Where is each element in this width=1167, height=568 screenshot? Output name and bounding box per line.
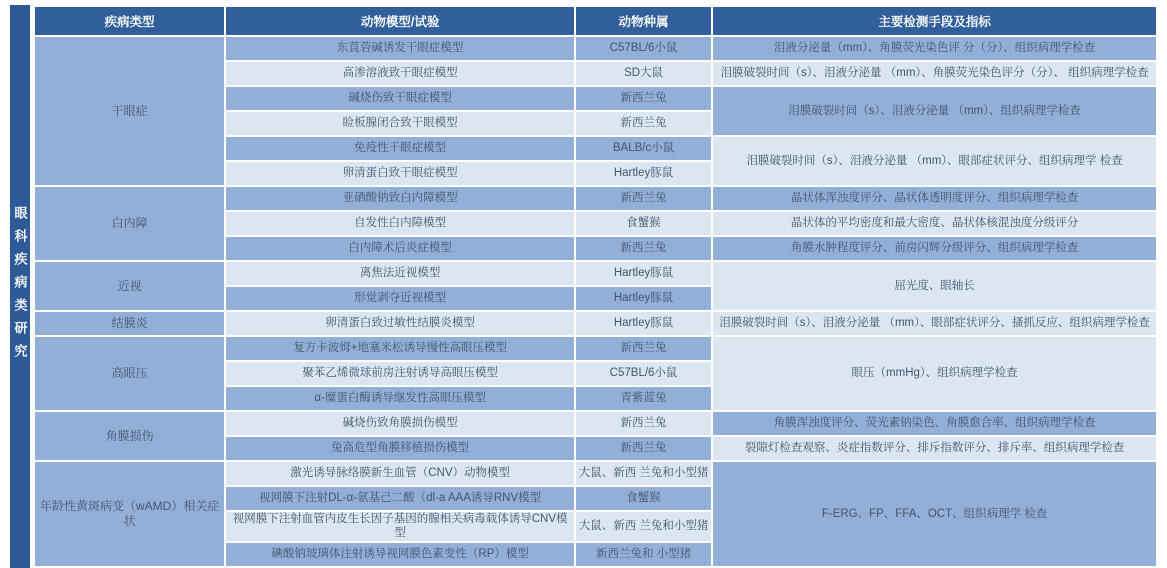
disease-type-cell: 干眼症 xyxy=(35,37,224,185)
detection-methods-cell: 泪膜破裂时间（s）、泪液分泌量 （mm）、组织病理学检查 xyxy=(713,87,1156,135)
detection-methods-cell: 泪膜破裂时间（s）、泪液分泌量 （mm）、眼部症状评分、搔抓反应、组织病理学检查 xyxy=(713,312,1156,335)
animal-species-cell: 新西兰兔 xyxy=(576,337,711,360)
animal-model-cell: 自发性白内障模型 xyxy=(226,212,574,235)
detection-methods-cell: 泪膜破裂时间（s）、泪液分泌量 （mm）、眼部症状评分、组织病理学 检查 xyxy=(713,137,1156,185)
detection-methods-cell: 裂隙灯检查观察、炎症指数评分、排斥指数评分、排斥率、组织病理学检查 xyxy=(713,437,1156,460)
animal-species-cell: C57BL/6小鼠 xyxy=(576,362,711,385)
animal-model-cell: 卵清蛋白致过敏性结膜炎模型 xyxy=(226,312,574,335)
disease-type-cell: 白内障 xyxy=(35,187,224,260)
animal-model-cell: 激光诱导脉络膜新生血管（CNV）动物模型 xyxy=(226,462,574,485)
column-header-1: 疾病类型 xyxy=(35,7,224,35)
animal-species-cell: 青紫蓝兔 xyxy=(576,387,711,410)
table-row xyxy=(35,462,1156,485)
animal-species-cell: 新西兰兔 xyxy=(576,437,711,460)
disease-type-cell: 近视 xyxy=(35,262,224,310)
column-header-2: 动物模型/试验 xyxy=(226,7,574,35)
ophthalmic-research-table xyxy=(33,5,1158,568)
animal-model-cell: 睑板腺闭合致干眼模型 xyxy=(226,112,574,135)
disease-type-cell: 结膜炎 xyxy=(35,312,224,335)
detection-methods-cell: 泪液分泌量（mm）、角膜荧光染色评 分（分）、组织病理学检查 xyxy=(713,37,1156,60)
animal-species-cell: 新西兰兔 xyxy=(576,237,711,260)
detection-methods-cell: 晶状体浑浊度评分、晶状体透明度评分、组织病理学检查 xyxy=(713,187,1156,210)
disease-type-cell: 年龄性黄斑病变（wAMD）相关症状 xyxy=(35,462,224,566)
animal-model-cell: 视网膜下注射DL-α-氨基己二酸（dl-a AAA诱导RNV模型 xyxy=(226,487,574,510)
table-row xyxy=(35,37,1156,60)
animal-species-cell: 大鼠、新西 兰兔和小型猪 xyxy=(576,512,711,541)
animal-species-cell: 新西兰兔和 小型猪 xyxy=(576,543,711,566)
animal-species-cell: 大鼠、新西 兰兔和小型猪 xyxy=(576,462,711,485)
detection-methods-cell: 角膜水肿程度评分、前房闪辉分级评分、组织病理学检查 xyxy=(713,237,1156,260)
table-row xyxy=(35,312,1156,335)
animal-model-cell: 形觉剥夺近视模型 xyxy=(226,287,574,310)
animal-species-cell: 新西兰兔 xyxy=(576,412,711,435)
category-sidebar xyxy=(10,5,30,568)
detection-methods-cell: 泪膜破裂时间（s）、泪液分泌量 （mm）、角膜荧光染色评分（分）、 组织病理学检查 xyxy=(713,62,1156,85)
disease-type-cell: 高眼压 xyxy=(35,337,224,410)
animal-species-cell: BALB/c小鼠 xyxy=(576,137,711,160)
column-header-4: 主要检测手段及指标 xyxy=(713,7,1156,35)
table-header xyxy=(35,7,1156,35)
detection-methods-cell: F-ERG、FP、FFA、OCT、组织病理学 检查 xyxy=(713,462,1156,566)
animal-species-cell: 新西兰兔 xyxy=(576,112,711,135)
animal-species-cell: Hartley豚鼠 xyxy=(576,162,711,185)
animal-species-cell: Hartley豚鼠 xyxy=(576,287,711,310)
table-row xyxy=(35,337,1156,360)
animal-model-cell: 兔高危型角膜移植损伤模型 xyxy=(226,437,574,460)
animal-species-cell: Hartley豚鼠 xyxy=(576,262,711,285)
detection-methods-cell: 屈光度、眼轴长 xyxy=(713,262,1156,310)
animal-model-cell: 视网膜下注射血管内皮生长因子基因的腺相关病毒载体诱导CNV模型 xyxy=(226,512,574,541)
animal-species-cell: 食蟹猴 xyxy=(576,212,711,235)
animal-model-cell: 离焦法近视模型 xyxy=(226,262,574,285)
animal-model-cell: 聚苯乙烯微球前房注射诱导高眼压模型 xyxy=(226,362,574,385)
animal-model-cell: 高渗溶液致干眼症模型 xyxy=(226,62,574,85)
category-sidebar-label: 眼科疾病类研究 xyxy=(12,205,28,367)
animal-model-cell: 免疫性干眼症模型 xyxy=(226,137,574,160)
animal-model-cell: 碱烧伤致干眼症模型 xyxy=(226,87,574,110)
animal-model-cell: 亚硒酸钠致白内障模型 xyxy=(226,187,574,210)
detection-methods-cell: 晶状体的平均密度和最大密度、晶状体核混浊度分级评分 xyxy=(713,212,1156,235)
animal-model-cell: 东莨菪碱诱发干眼症模型 xyxy=(226,37,574,60)
animal-species-cell: 新西兰兔 xyxy=(576,187,711,210)
table-row xyxy=(35,262,1156,285)
disease-type-cell: 角膜损伤 xyxy=(35,412,224,460)
detection-methods-cell: 眼压（mmHg）、组织病理学检查 xyxy=(713,337,1156,410)
animal-species-cell: C57BL/6小鼠 xyxy=(576,37,711,60)
animal-species-cell: SD大鼠 xyxy=(576,62,711,85)
table-body xyxy=(35,37,1156,566)
animal-model-cell: 碘酸钠玻璃体注射诱导视网膜色素变性（RP）模型 xyxy=(226,543,574,566)
animal-species-cell: Hartley豚鼠 xyxy=(576,312,711,335)
animal-model-cell: 白内障术后炎症模型 xyxy=(226,237,574,260)
table-row xyxy=(35,412,1156,435)
animal-species-cell: 新西兰兔 xyxy=(576,87,711,110)
table-header-row xyxy=(35,7,1156,35)
detection-methods-cell: 角膜浑浊度评分、荧光素钠染色、角膜愈合率、组织病理学检查 xyxy=(713,412,1156,435)
animal-model-cell: α-糜蛋白酶诱导继发性高眼压模型 xyxy=(226,387,574,410)
animal-model-cell: 卵清蛋白致干眼症模型 xyxy=(226,162,574,185)
animal-model-cell: 复方卡波姆+地塞米松诱导慢性高眼压模型 xyxy=(226,337,574,360)
animal-model-cell: 碱烧伤致角膜损伤模型 xyxy=(226,412,574,435)
table-row xyxy=(35,187,1156,210)
column-header-3: 动物种属 xyxy=(576,7,711,35)
animal-species-cell: 食蟹猴 xyxy=(576,487,711,510)
